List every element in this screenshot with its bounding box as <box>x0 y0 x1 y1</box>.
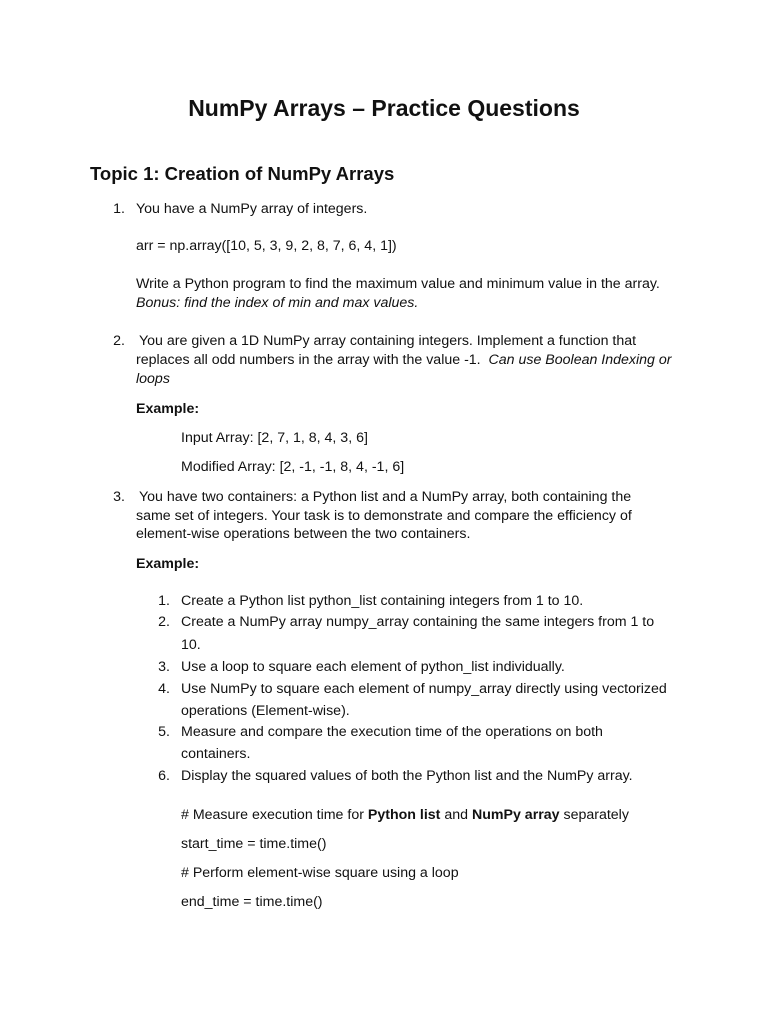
q2-line2-plain: replaces all odd numbers in the array with the value -1. <box>136 352 481 368</box>
step-text: operations (Element-wise). <box>181 703 350 719</box>
q2-input-array: Input Array: [2, 7, 1, 8, 4, 3, 6] <box>181 430 368 446</box>
q2-example-label: Example: <box>136 401 200 417</box>
document-title: NumPy Arrays – Practice Questions <box>188 95 580 121</box>
q2-modified-array: Modified Array: [2, -1, -1, 8, 4, -1, 6] <box>181 459 405 475</box>
code-text: and <box>440 807 472 823</box>
q2-line2 <box>136 351 672 370</box>
step-number: 4. <box>158 681 170 697</box>
step-number: 5. <box>158 724 170 740</box>
q3-line1: You have two containers: a Python list and a NumPy array, both containing the <box>139 489 632 505</box>
q3-number: 3. <box>113 489 125 505</box>
q1-task: Write a Python program to find the maximum value and minimum value in the array. <box>136 276 660 292</box>
q3-line2: same set of integers. Your task is to demonstrate and compare the efficiency of <box>136 508 632 524</box>
code-start-time: start_time = time.time() <box>181 836 327 852</box>
q1-intro: You have a NumPy array of integers. <box>136 201 368 217</box>
q1-bonus: Bonus: find the index of min and max values. <box>136 295 419 311</box>
step-text: 10. <box>181 637 201 653</box>
q2-line2-italic: Can use Boolean Indexing or <box>488 352 672 368</box>
step-text: containers. <box>181 746 251 762</box>
q2-number: 2. <box>113 333 125 349</box>
step-text: Use NumPy to square each element of numpy_array directly using vectorized <box>181 681 667 697</box>
step-number: 1. <box>158 593 170 609</box>
step-text: Measure and compare the execution time of the operations on both <box>181 724 603 740</box>
code-bold-python-list: Python list <box>367 807 441 823</box>
code-comment-loop: # Perform element-wise square using a loop <box>181 865 459 881</box>
step-number: 6. <box>158 768 170 784</box>
step-text: Create a NumPy array numpy_array containing the same integers from 1 to <box>181 614 655 630</box>
q3-example-label: Example: <box>136 556 200 572</box>
q1-number: 1. <box>113 201 125 217</box>
code-text: # Measure execution time for <box>181 807 368 823</box>
q1-code: arr = np.array([10, 5, 3, 9, 2, 8, 7, 6, 4, 1]) <box>136 238 397 254</box>
step-text: Display the squared values of both the Python list and the NumPy array. <box>181 768 633 784</box>
q3-line3: element-wise operations between the two containers. <box>136 526 471 542</box>
topic-heading: Topic 1: Creation of NumPy Arrays <box>90 163 395 184</box>
code-comment-measure <box>181 806 629 825</box>
code-bold-numpy-array: NumPy array <box>471 807 560 823</box>
step-number: 2. <box>158 614 170 630</box>
q2-line3: loops <box>136 371 170 387</box>
q2-line1: You are given a 1D NumPy array containing integers. Implement a function that <box>139 333 637 349</box>
step-number: 3. <box>158 659 170 675</box>
code-end-time: end_time = time.time() <box>181 894 323 910</box>
step-text: Use a loop to square each element of python_list individually. <box>181 659 565 675</box>
code-text: separately <box>559 807 629 823</box>
step-text: Create a Python list python_list containing integers from 1 to 10. <box>181 593 584 609</box>
